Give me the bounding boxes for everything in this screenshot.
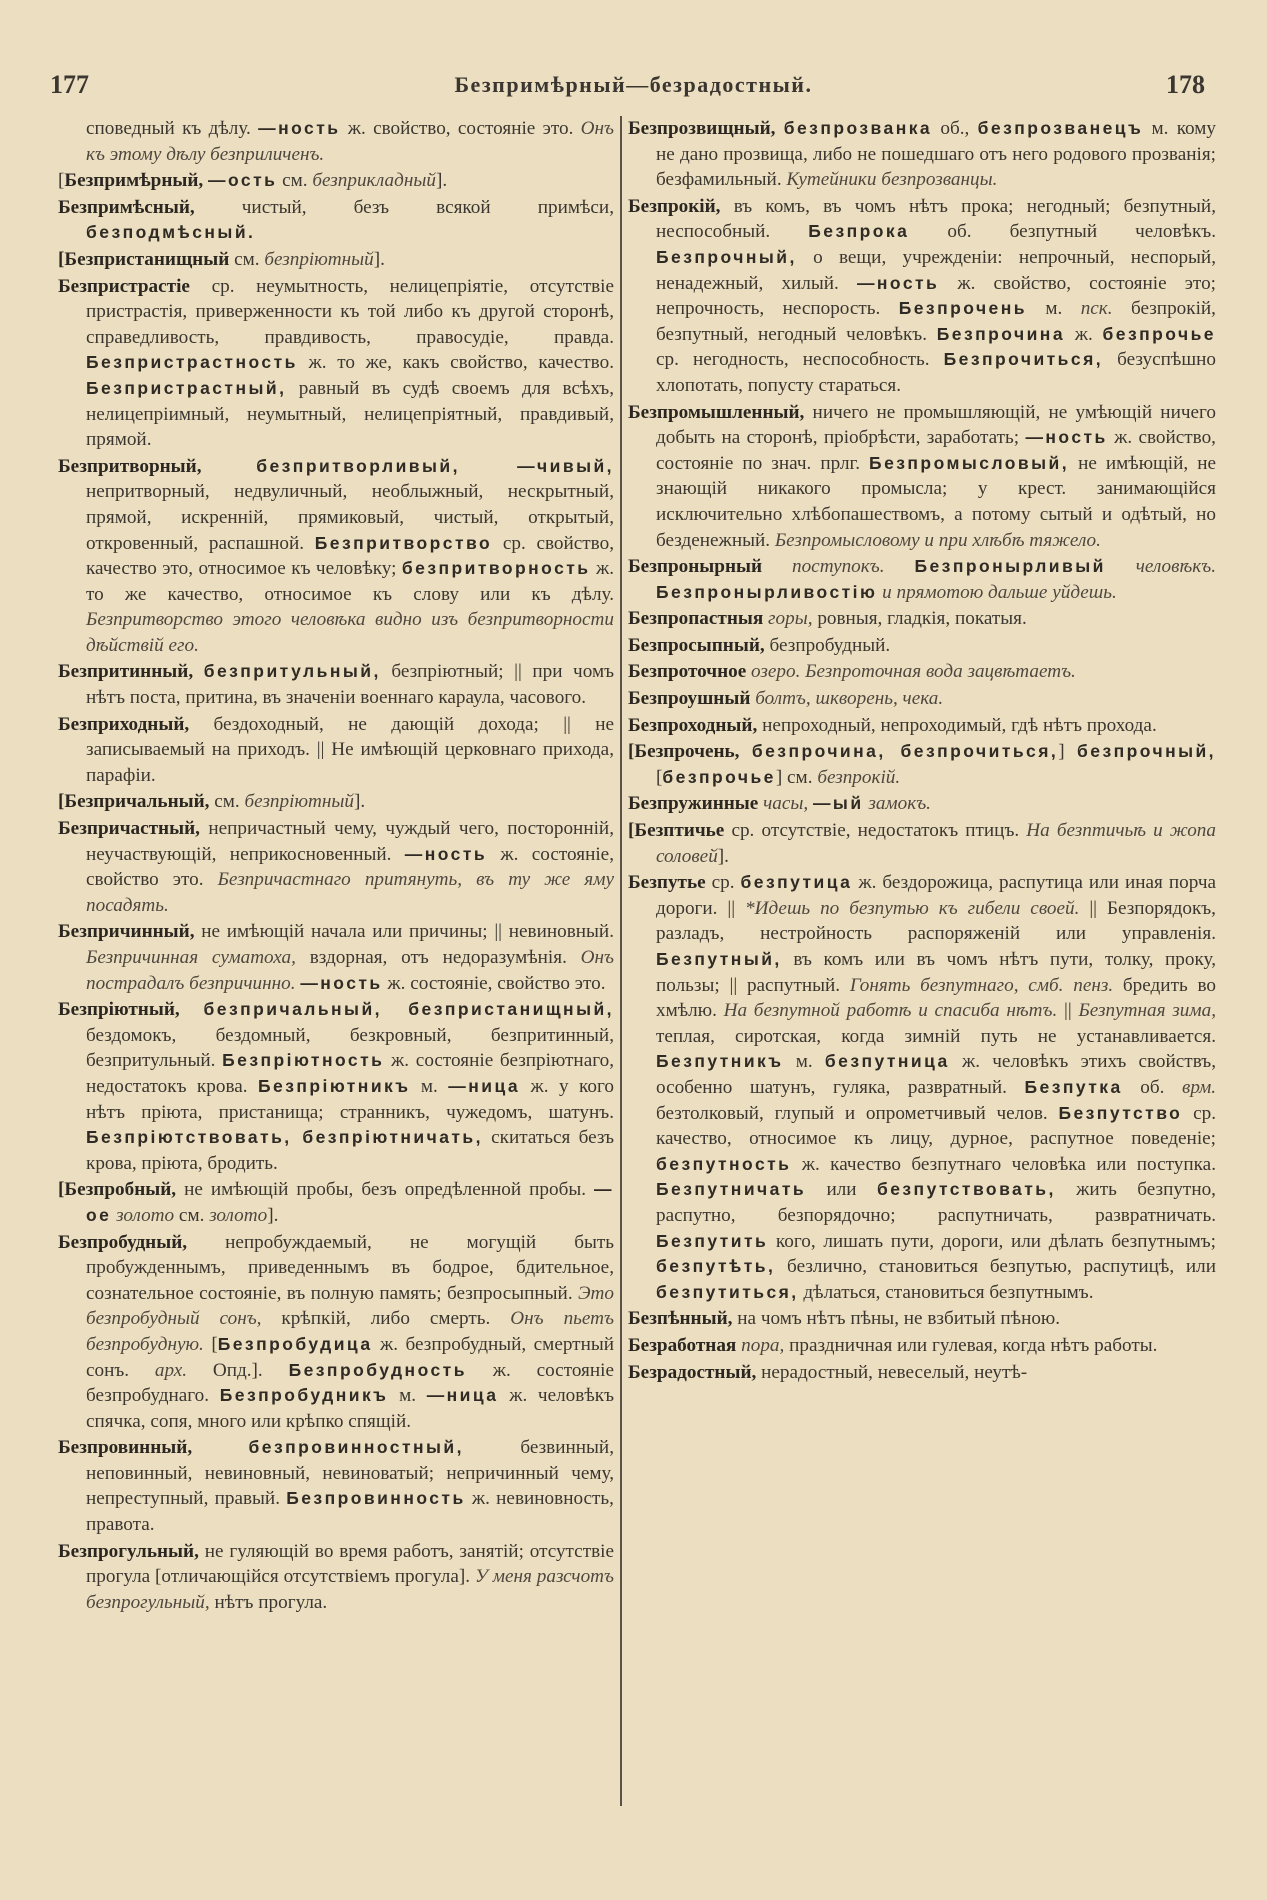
definition-text: безпрокій, безпутный, негодный человѣкъ.	[656, 298, 1216, 345]
example-italic: врм.	[1182, 1076, 1217, 1098]
sub-headword: безпутѣть,	[656, 1256, 776, 1277]
sub-headword: безпрочина, безпрочиться,	[751, 741, 1059, 762]
example-italic: пск.	[1080, 298, 1113, 320]
example-italic: Безпромысловому и при хлѣбѣ тяжело.	[774, 529, 1101, 551]
definition-text: скитаться безъ крова, пріюта, бродить.	[86, 1127, 614, 1174]
headword: Безпримѣрный,	[64, 170, 204, 192]
sub-headword: Безпутить	[656, 1230, 769, 1251]
running-title: Безпримѣрный—безрадостный.	[454, 72, 813, 97]
definition-text: ].	[373, 248, 385, 270]
sub-headword: безпутность	[656, 1153, 792, 1174]
example-italic: золото	[116, 1204, 175, 1226]
dictionary-entry	[628, 606, 1216, 632]
dictionary-entry	[58, 274, 614, 453]
dictionary-entry	[628, 554, 1216, 605]
sub-headword: безпрозванецъ	[977, 118, 1144, 138]
dictionary-entry	[628, 739, 1216, 790]
definition-text: безуспѣшно хлопотать, попусту стараться.	[656, 349, 1216, 396]
headword: Безработная	[628, 1334, 737, 1356]
headword: Безпропастныя	[628, 608, 764, 630]
definition-text: [	[656, 766, 663, 788]
sub-headword: безпрочный,	[1077, 741, 1216, 762]
example-italic: озеро.	[751, 661, 801, 683]
definition-text: ж. состояніе, свойство это.	[382, 972, 606, 994]
page-number-right: 178	[1166, 70, 1205, 99]
definition-text	[762, 556, 792, 577]
sub-headword: безпрочье	[662, 766, 776, 787]
example-italic: Онъ пьетъ безпробудную.	[86, 1308, 614, 1355]
example-italic: Безпричинная суматоха,	[86, 947, 296, 968]
headword: Безпритинный,	[58, 661, 194, 683]
example-italic: Онъ пострадалъ безпричинно.	[86, 947, 614, 994]
dictionary-entry	[58, 1177, 614, 1228]
sub-headword: безпрозванка	[783, 118, 933, 138]
sub-headword: —ница	[448, 1075, 521, 1096]
example-italic: человѣкъ.	[1135, 556, 1217, 578]
headword: Безпріютный,	[58, 999, 180, 1021]
dictionary-entry	[628, 818, 1216, 869]
definition-text: бездоходный, не дающій дохода; || не записываемый на приходъ. || Не имѣющій церковнаго прихода, парафіи.	[86, 713, 614, 786]
headword: [Безпробный,	[58, 1179, 177, 1201]
headword: Безрадостный,	[628, 1361, 757, 1383]
definition-text: на чомъ нѣтъ пѣны, не взбитый пѣною.	[732, 1308, 1061, 1330]
definition-text: непробуждаемый, не могущій быть пробужденнымъ, приведеннымъ въ бодрое, бдительное, сознательное состояніе, въ полную память; безпросыпный.	[86, 1231, 614, 1304]
sub-headword: —ность	[258, 118, 341, 138]
definition-text: ж. свойство, состояніе это.	[340, 118, 581, 139]
definition-text: м.	[1026, 298, 1081, 320]
example-italic: Кутейники безпрозванцы.	[786, 169, 998, 191]
definition-text: ].	[267, 1204, 279, 1226]
example-italic: Безпутная зима,	[1078, 1000, 1216, 1022]
definition-text: ж. то же, какъ свойство, качество.	[297, 352, 614, 374]
definition-text: крѣпкій, либо смерть.	[261, 1308, 511, 1330]
sub-headword: Безпрочиться,	[943, 349, 1104, 370]
definition-text: праздничная или гулевая, когда нѣтъ работы.	[784, 1334, 1158, 1356]
dictionary-entry	[58, 168, 614, 194]
definition-text: нѣтъ прогула.	[209, 1591, 328, 1613]
headword: Безпутье	[628, 872, 706, 894]
dictionary-entry	[628, 791, 1216, 817]
example-italic: На безпутной работѣ и спасиба нѣтъ.	[723, 1000, 1058, 1022]
sub-headword: Безпутничать	[656, 1179, 807, 1200]
example-italic: Безпритворство этого человѣка видно изъ безпритворности дѣйствій его.	[86, 609, 614, 656]
example-italic: У меня разсчотъ безпрогульный,	[86, 1566, 614, 1613]
definition-text: см.	[209, 791, 245, 813]
dictionary-entry	[628, 713, 1216, 739]
sub-headword: безпритворность	[401, 558, 591, 579]
definition-text: [	[58, 170, 65, 192]
definition-text: ж. безпробудный, смертный сонъ.	[86, 1333, 614, 1381]
headword: [Безпрочень,	[628, 741, 740, 763]
sub-headword: Безпріютность	[222, 1050, 385, 1071]
sub-headword: —ость	[208, 170, 278, 191]
definition-text: ж. человѣкъ этихъ свойствъ, особенно шатунъ, гуляка, развратный.	[656, 1051, 1216, 1098]
definition-text	[180, 999, 204, 1020]
definition-text: не имѣющій начала или причины; || невиновный.	[194, 921, 614, 943]
dictionary-entry	[628, 633, 1216, 659]
definition-text: о вещи, учрежденіи: непрочный, неспорый, ненадежный, хилый.	[656, 246, 1216, 294]
headword: Безпробудный,	[58, 1231, 188, 1253]
sub-headword: Безпровинность	[286, 1488, 466, 1509]
headword: Безпримѣсный,	[58, 196, 195, 218]
sub-headword: Безпріютникъ	[258, 1075, 411, 1096]
definition-text: см.	[174, 1204, 210, 1226]
dictionary-entry	[58, 116, 614, 167]
definition-text: ]	[1058, 741, 1077, 763]
definition-text: въ комъ, въ чомъ нѣтъ прока; негодный; безпутный, неспособный.	[656, 195, 1216, 243]
definition-text: ].	[717, 845, 729, 867]
example-italic: безприкладный	[312, 170, 436, 192]
headword: Безпросыпный,	[628, 634, 765, 656]
headword: Безпричинный,	[58, 921, 195, 943]
definition-text: [	[203, 1333, 218, 1355]
definition-text: чистый, безъ всякой примѣси,	[194, 196, 614, 218]
sub-headword: Безпріютствовать, безпріютничать,	[86, 1127, 483, 1148]
dictionary-entry	[58, 659, 614, 710]
definition-text: ж. невиновность, правота.	[86, 1488, 614, 1536]
definition-text: непричастный чему, чуждый чего, посторонній, неучаствующій, неприкосновенный.	[86, 818, 614, 865]
sub-headword: Безпутка	[1024, 1076, 1123, 1097]
definition-text: ничего не промышляющій, не умѣющій ничего добыть на сторонѣ, пріобрѣсти, заработать;	[656, 401, 1216, 449]
sub-headword: Безпронырливостію	[656, 581, 878, 602]
headword: Безпрокій,	[628, 195, 721, 217]
definition-text: безпробудный.	[764, 634, 891, 656]
dictionary-entry	[58, 454, 614, 659]
headword: Безпроушный	[628, 688, 751, 710]
definition-text: непроходный, непроходимый, гдѣ нѣтъ прохода.	[757, 714, 1157, 736]
sub-headword: —ность	[404, 843, 488, 864]
example-italic: поступокъ.	[791, 556, 885, 578]
definition-text: или	[806, 1179, 877, 1201]
definition-text: || Безпорядокъ, разладъ, нестройность распоряженій или управленія.	[656, 897, 1216, 945]
headword: Безпроходный,	[628, 714, 758, 736]
definition-text: ровныя, гладкія, покатыя.	[812, 608, 1027, 630]
sub-headword: Безпристрастность	[86, 352, 298, 373]
sub-headword: —ый	[812, 793, 864, 814]
sub-headword: безпровинностный,	[248, 1437, 464, 1458]
headword: Безпружинные	[628, 793, 759, 815]
dictionary-entry	[58, 1435, 614, 1537]
definition-text: ср. неумытность, нелицепріятіе, отсутствіе пристрастія, приверженности къ той либо къ другой сторонѣ, справедливость, правдивость, правосудіе, правда.	[86, 275, 614, 348]
definition-text: ж. состояніе безпріютнаго, недостатокъ крова.	[86, 1050, 615, 1097]
definition-text: ж. свойство, состояніе это; непрочность, неспорость.	[656, 272, 1216, 320]
headword: Безпристрастіе	[58, 275, 190, 297]
headword: Безпрозвищный,	[628, 118, 776, 139]
sub-headword: —ность	[300, 972, 383, 993]
sub-headword: безпритворливый, —чивый,	[256, 455, 614, 476]
definition-text: не имѣющій пробы, безъ опредѣленной пробы.	[176, 1179, 595, 1201]
dictionary-entry	[628, 870, 1216, 1305]
sub-headword: безпутица	[740, 872, 853, 893]
example-italic: арх.	[154, 1359, 188, 1381]
definition-text: безлично, становиться безпутью, распутицѣ, или	[775, 1256, 1216, 1278]
definition-text: не гуляющій во время работъ, занятій; отсутствіе прогула [отличающійся отсутствіемъ прогула].	[86, 1540, 614, 1588]
dictionary-entry	[58, 247, 614, 273]
sub-headword: Безпутство	[1058, 1102, 1183, 1123]
headword: [Безптичье	[628, 820, 725, 842]
definition-text	[775, 118, 783, 139]
definition-text	[885, 556, 915, 577]
example-italic: Онъ къ этому дѣлу безприличенъ.	[86, 118, 615, 165]
example-italic: Безпроточная вода зацвѣтаетъ.	[805, 661, 1076, 683]
definition-text: об.	[1122, 1076, 1182, 1098]
definition-text: ж. человѣкъ спячка, сопя, много или крѣпко спящій.	[86, 1385, 614, 1432]
headword: Безпричастный,	[58, 818, 200, 840]
headword: Безпрогульный,	[58, 1540, 199, 1562]
headword: Безпровинный,	[58, 1437, 193, 1459]
dictionary-entry	[58, 789, 614, 815]
page-number-left: 177	[50, 70, 89, 99]
headword: Безпронырный	[628, 556, 763, 578]
left-column	[58, 116, 614, 1616]
definition-text: кого, лишать пути, дороги, или дѣлать безпутнымъ;	[768, 1230, 1216, 1252]
sub-headword: —ница	[426, 1385, 499, 1406]
example-italic: болтъ, шкворень, чека.	[755, 688, 944, 710]
definition-text: бездомокъ, бездомный, безкровный, безпритинный, безпритульный.	[86, 1024, 614, 1072]
definition-text	[192, 1437, 248, 1458]
headword: Безпромышленный,	[628, 401, 805, 423]
example-italic: Безпричастнаго притянуть, въ ту же яму посадять.	[86, 869, 614, 916]
definition-text: ж.	[1065, 323, 1103, 345]
definition-text	[1106, 556, 1136, 577]
sub-headword: безпричальный, безпристанищный,	[203, 999, 614, 1020]
dictionary-entry	[628, 194, 1216, 399]
sub-headword: безпритульный,	[203, 661, 381, 682]
sub-headword: безпутница	[824, 1051, 950, 1072]
sub-headword: Безпрочина	[936, 323, 1066, 344]
definition-text: ср. негодность, неспособность.	[656, 349, 944, 371]
definition-text: ж. свойство, состояніе по знач. прлг.	[656, 427, 1216, 474]
example-italic: Это безпробудный сонъ,	[86, 1282, 614, 1330]
definition-text: вздорная, отъ недоразумѣнія.	[295, 947, 581, 968]
sub-headword: Безпромысловый,	[869, 452, 1070, 473]
example-italic: безпрокій.	[817, 766, 901, 788]
sub-headword: безпутствовать,	[876, 1179, 1056, 1200]
definition-text: безтолковый, глупый и опрометчивый челов.	[656, 1102, 1059, 1124]
example-italic: Гонять безпутнаго,	[849, 974, 1019, 996]
sub-headword: безпутиться,	[656, 1281, 799, 1302]
dictionary-entry	[58, 816, 614, 918]
definition-text: об. безпутный человѣкъ.	[909, 221, 1216, 243]
definition-text: равный въ судѣ своемъ для всѣхъ, нелицепріимный, неумытный, нелицепріятный, правдивый, прямой.	[86, 377, 614, 451]
dictionary-entry	[628, 1360, 1216, 1386]
definition-text: ] см.	[775, 766, 818, 788]
definition-text: ||	[1057, 1000, 1079, 1022]
sub-headword: Безпробудность	[288, 1359, 467, 1380]
definition-text: безвинный, неповинный, невиновный, невиноватый; непричинный чему, непреступный, правый.	[86, 1437, 614, 1510]
definition-text: об.,	[932, 118, 978, 139]
sub-headword: Безпрочный,	[656, 246, 797, 267]
definition-text: см.	[277, 170, 313, 192]
definition-text: м. кому не дано прозвища, либо не пошедшаго отъ него родового прозванія; безфамильный.	[656, 118, 1217, 191]
definition-text: ж. качество безпутнаго человѣка или поступка.	[791, 1153, 1216, 1175]
dictionary-entry	[628, 1306, 1216, 1332]
sub-headword: Безпрочень	[898, 298, 1027, 319]
definition-text: Опд.].	[187, 1359, 289, 1381]
example-italic: горы,	[768, 608, 813, 630]
definition-text: ж. состояніе безпробуднаго.	[86, 1359, 614, 1407]
definition-text: ].	[435, 170, 448, 192]
sub-headword: Безпробудникъ	[219, 1385, 389, 1406]
definition-text: споведный къ дѣлу.	[86, 118, 259, 139]
sub-headword: —ность	[1025, 427, 1108, 448]
definition-text: м.	[388, 1385, 427, 1407]
example-italic: замокъ.	[868, 793, 931, 815]
definition-text	[193, 661, 204, 682]
headword: [Безпристанищный	[58, 248, 230, 270]
sub-headword: Безпристрастный,	[86, 377, 287, 398]
headword: Безприходный,	[58, 713, 190, 735]
definition-text: въ комъ или въ чомъ нѣтъ пути, толку, проку, пользы; || распутный.	[656, 949, 1216, 996]
definition-text: м.	[783, 1051, 825, 1073]
definition-text: ].	[353, 791, 366, 813]
headword: Безпритворный,	[58, 455, 202, 477]
dictionary-entry	[58, 1230, 614, 1435]
definition-text: дѣлаться, становиться безпутнымъ.	[798, 1281, 1094, 1303]
sub-headword: Безпрока	[808, 221, 910, 242]
dictionary-entry	[628, 116, 1216, 193]
definition-text: не имѣющій, не знающій никакого промысла; у крест. занимающійся исключительно хлѣбопашествомъ, а потому сытый и одѣтый, но безденежный.	[656, 452, 1216, 551]
sub-headword: Безпутникъ	[656, 1051, 784, 1072]
sub-headword: Безпутный,	[656, 949, 782, 969]
definition-text: см.	[229, 248, 265, 270]
definition-text: нерадостный, невеселый, неутѣ-	[756, 1361, 1028, 1383]
sub-headword: Безпритворство	[314, 532, 493, 553]
sub-headword: Безпробудица	[217, 1333, 373, 1354]
dictionary-entry	[628, 686, 1216, 712]
column-divider	[620, 116, 622, 1806]
definition-text: ж. бездорожица, распутица или иная порча дороги. ||	[656, 872, 1216, 919]
sub-headword: безподмѣсный.	[86, 222, 256, 243]
example-italic: часы,	[763, 793, 809, 815]
example-italic: золото	[209, 1204, 268, 1226]
headword: Безпроточное	[628, 661, 747, 683]
example-italic: и прямотою дальше уйдешь.	[882, 581, 1117, 603]
dictionary-entry	[628, 659, 1216, 685]
definition-text: ж. состояніе, свойство это.	[86, 843, 614, 891]
dictionary-entry	[628, 400, 1216, 554]
definition-text	[1019, 975, 1029, 996]
sub-headword: Безпронырливый	[914, 556, 1106, 577]
definition-text: ж. у кого нѣтъ пріюта, пристанища; странникъ, чужедомъ, шатунъ.	[86, 1075, 614, 1123]
headword: Безпѣнный,	[628, 1308, 733, 1330]
definition-text: ср. свойство, качество это, относимое къ человѣку;	[86, 532, 615, 580]
dictionary-entry	[58, 195, 614, 246]
definition-text: ср. отсутствіе, недостатокъ птицъ.	[724, 820, 1027, 842]
definition-text	[739, 741, 751, 762]
definition-text: теплая, сиротская, когда зимній путь не устанавливается.	[656, 1025, 1216, 1047]
example-italic: безпріютный	[264, 248, 374, 270]
example-italic: *Идешь по безпутью къ гибели своей.	[745, 897, 1080, 919]
definition-text: ср.	[705, 872, 741, 894]
definition-text	[202, 456, 257, 477]
example-italic: безпріютный	[244, 791, 354, 813]
definition-text: ж. то же качество, относимое къ слову или къ дѣлу.	[86, 558, 614, 605]
running-header	[0, 70, 1267, 104]
example-italic: На безптичьѣ и жопа соловей	[656, 820, 1216, 867]
dictionary-entry	[58, 997, 614, 1176]
sub-headword: —ность	[856, 272, 940, 293]
dictionary-entry	[628, 1333, 1216, 1359]
example-italic: пора,	[741, 1334, 785, 1356]
headword: [Безпричальный,	[58, 791, 210, 813]
right-column	[628, 116, 1216, 1386]
sub-headword: безпрочье	[1102, 323, 1216, 344]
definition-text: бредить во хмѣлю.	[656, 974, 1216, 1022]
definition-text: безпріютный; || при чомъ нѣтъ поста, притина, въ значеніи военнаго караула, часового.	[86, 661, 615, 709]
dictionary-entry	[58, 919, 614, 996]
definition-text: м.	[410, 1075, 449, 1097]
dictionary-entry	[58, 712, 614, 789]
sub-headword: —ое	[86, 1179, 614, 1225]
definition-text: жить безпутно, распутно, безпорядочно; распутничать, развратничать.	[656, 1179, 1216, 1226]
definition-text: ср. качество, относимое къ лицу, дурное, распутное поведеніе;	[656, 1102, 1216, 1150]
dictionary-entry	[58, 1539, 614, 1616]
example-italic: смб. пенз.	[1028, 974, 1114, 996]
definition-text: непритворный, недвуличный, необлыжный, нескрытный, прямой, искренній, прямиковый, чистый, открытый, откровенный, распашной.	[86, 481, 614, 554]
